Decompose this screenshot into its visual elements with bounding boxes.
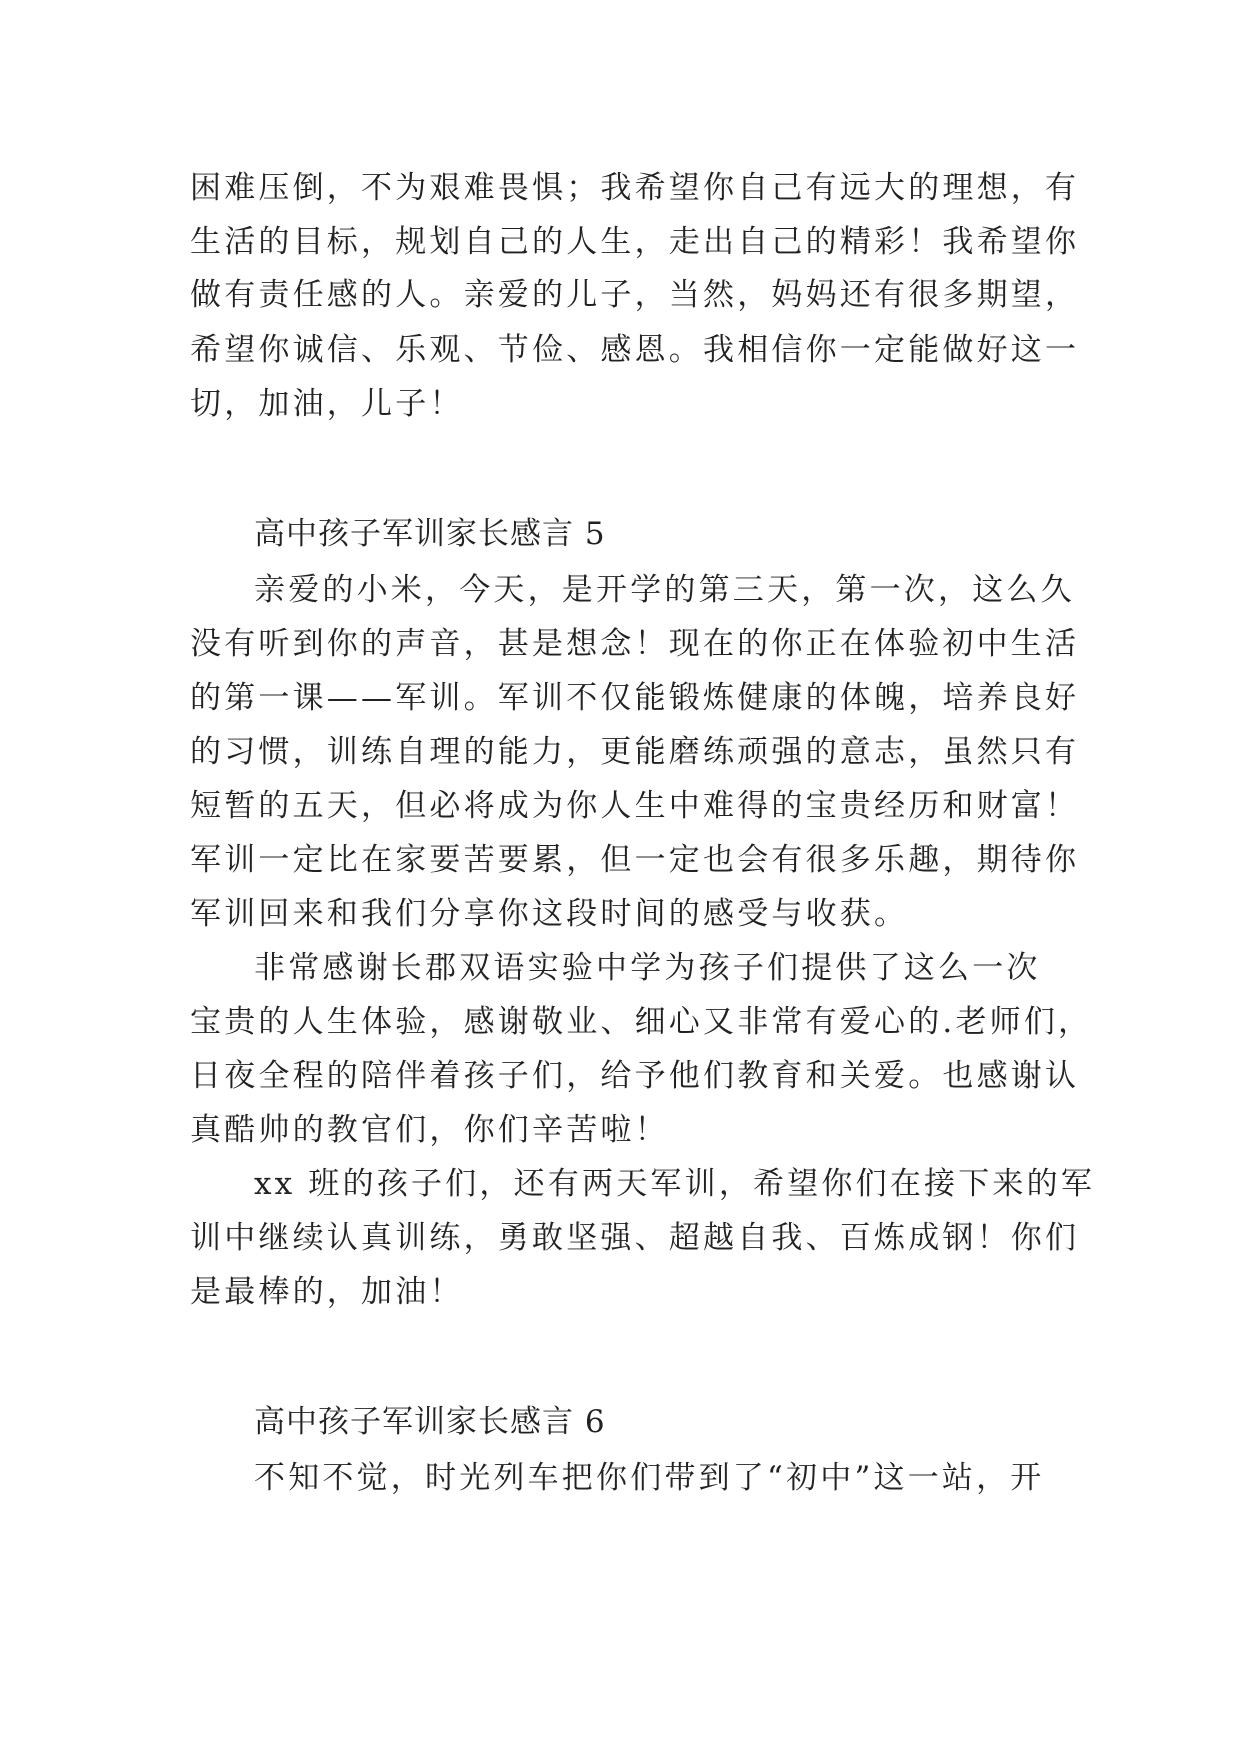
section-heading: 高中孩子军训家长感言 5 xyxy=(254,516,606,552)
text-line: 短暂的五天，但必将成为你人生中难得的宝贵经历和财富！ xyxy=(190,788,1080,824)
text-line: 做有责任感的人。亲爱的儿子，当然，妈妈还有很多期望， xyxy=(190,277,1080,313)
text-line: 训中继续认真训练，勇敢坚强、超越自我、百炼成钢！你们 xyxy=(190,1220,1080,1256)
text-line: 困难压倒，不为艰难畏惧；我希望你自己有远大的理想，有 xyxy=(190,170,1080,206)
text-line: 军训一定比在家要苦要累，但一定也会有很多乐趣，期待你 xyxy=(190,842,1080,878)
text-line: 是最棒的，加油！ xyxy=(190,1274,464,1310)
text-line: xx 班的孩子们，还有两天军训，希望你们在接下来的军 xyxy=(254,1166,1096,1202)
text-line: 不知不觉，时光列车把你们带到了“初中”这一站，开 xyxy=(254,1460,1045,1496)
text-line: 真酷帅的教官们，你们辛苦啦！ xyxy=(190,1112,669,1148)
text-line: 宝贵的人生体验，感谢敬业、细心又非常有爱心的.老师们， xyxy=(190,1004,1093,1040)
text-line: 生活的目标，规划自己的人生，走出自己的精彩！我希望你 xyxy=(190,224,1080,260)
text-line: 的第一课——军训。军训不仅能锻炼健康的体魄，培养良好 xyxy=(190,680,1080,716)
text-line: 切，加油，儿子！ xyxy=(190,386,464,422)
text-line: 亲爱的小米，今天，是开学的第三天，第一次，这么久 xyxy=(254,572,1075,608)
text-line: 军训回来和我们分享你这段时间的感受与收获。 xyxy=(190,896,909,932)
text-line: 非常感谢长郡双语实验中学为孩子们提供了这么一次 xyxy=(254,950,1041,986)
text-line: 希望你诚信、乐观、节俭、感恩。我相信你一定能做好这一 xyxy=(190,332,1080,368)
text-line: 的习惯，训练自理的能力，更能磨练顽强的意志，虽然只有 xyxy=(190,734,1080,770)
text-line: 日夜全程的陪伴着孩子们，给予他们教育和关爱。也感谢认 xyxy=(190,1058,1080,1094)
section-heading: 高中孩子军训家长感言 6 xyxy=(254,1404,606,1440)
text-line: 没有听到你的声音，甚是想念！现在的你正在体验初中生活 xyxy=(190,626,1080,662)
